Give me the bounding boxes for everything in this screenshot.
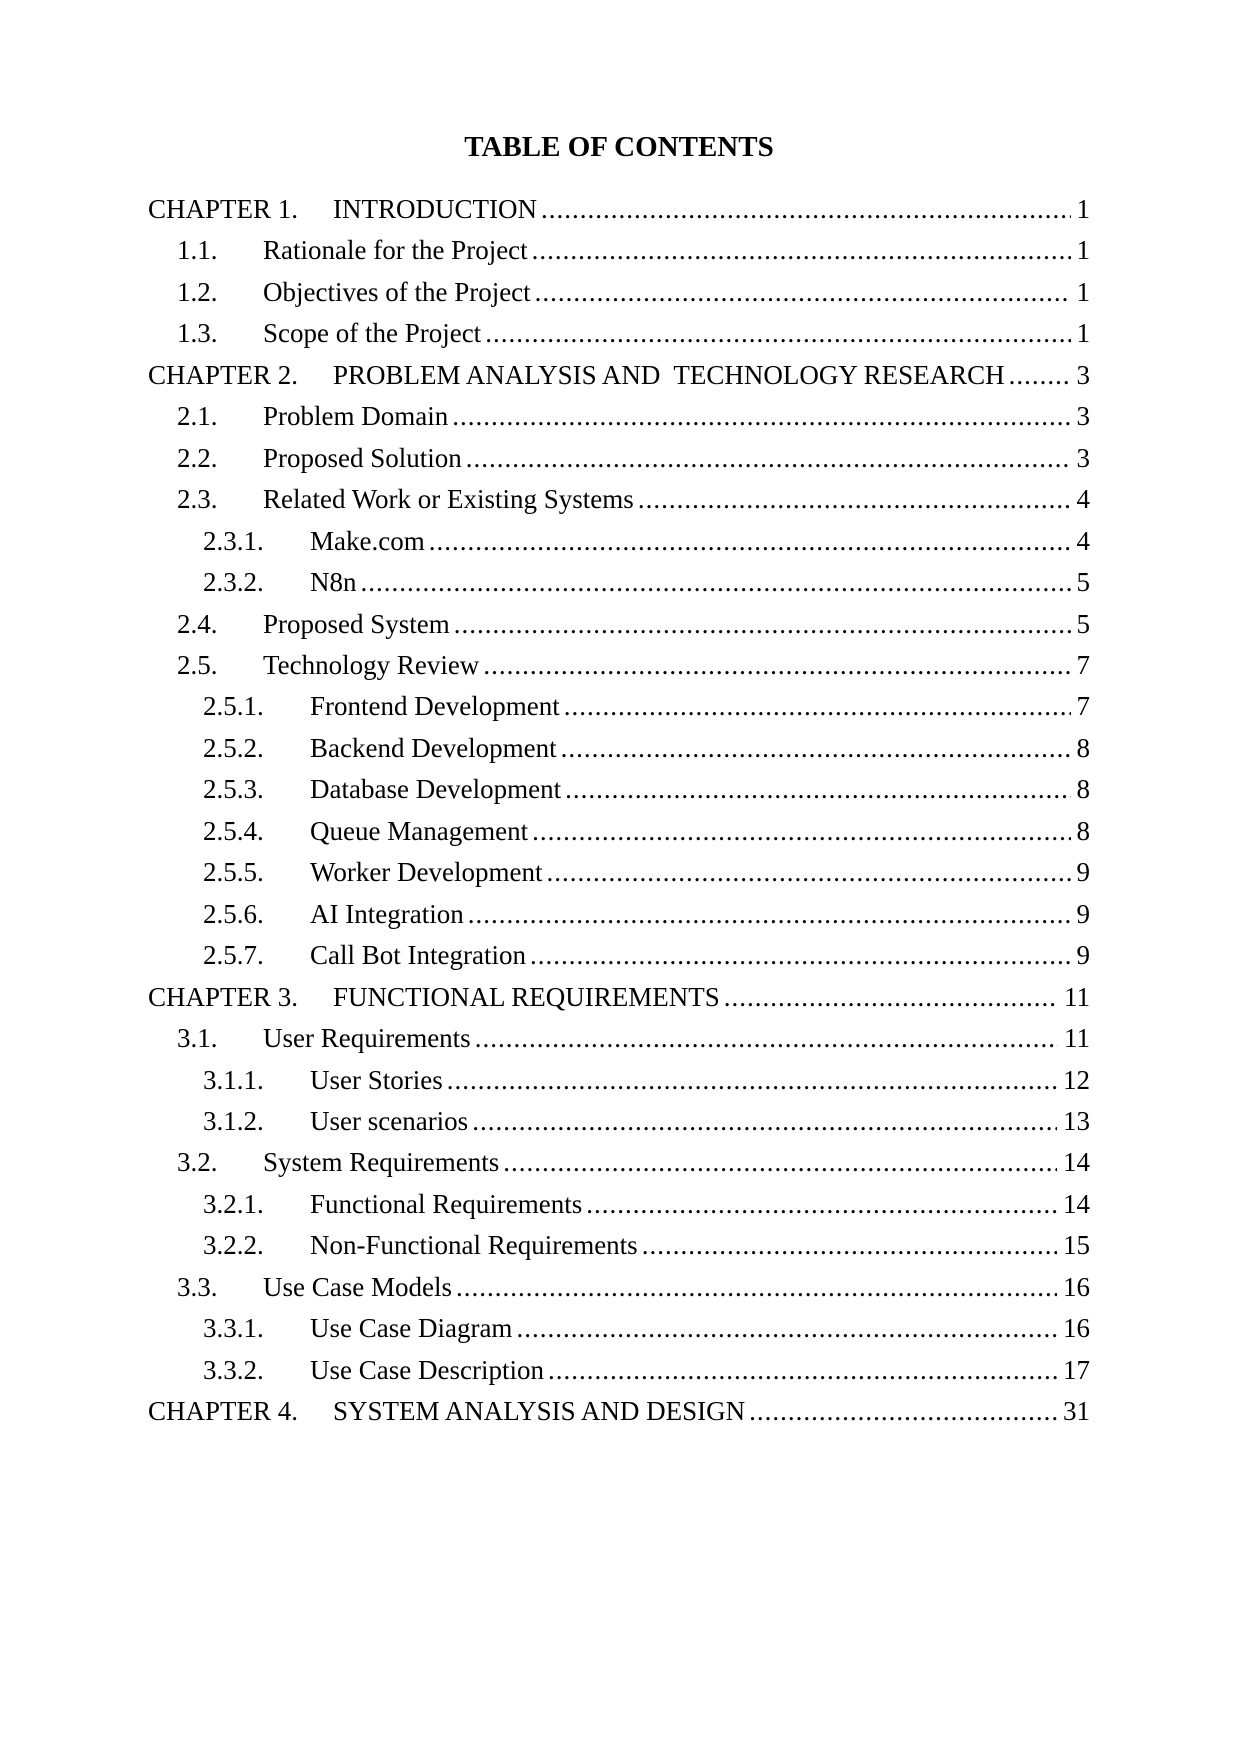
toc-entry-number: 3.1.1.	[203, 1064, 264, 1095]
toc-entry-number: CHAPTER 3.	[148, 981, 299, 1012]
page-title: TABLE OF CONTENTS	[464, 131, 774, 163]
toc-entry[interactable]	[148, 479, 1090, 520]
toc-entry[interactable]	[148, 645, 1090, 686]
toc-entry-page: 1	[1076, 194, 1090, 224]
toc-entry-number: 3.1.	[177, 1023, 218, 1054]
toc-entry-label: Non-Functional Requirements	[310, 1230, 638, 1261]
dot-leader	[532, 811, 1070, 852]
toc-entry[interactable]	[148, 355, 1090, 396]
toc-entry[interactable]	[148, 811, 1090, 852]
toc-entry-number: 3.3.1.	[203, 1313, 264, 1344]
dot-leader	[749, 1391, 1057, 1432]
toc-entry[interactable]	[148, 769, 1090, 810]
toc-entry-page: 14	[1063, 1147, 1090, 1178]
toc-entry-number: 2.3.1.	[203, 525, 264, 556]
toc-entry[interactable]	[148, 1018, 1090, 1059]
toc-entry-label: PROBLEM ANALYSIS AND TECHNOLOGY RESEARCH	[333, 359, 1005, 390]
dot-leader	[564, 686, 1071, 727]
toc-entry-page: 9	[1076, 857, 1090, 888]
toc-entry-number: 2.4.	[177, 608, 218, 639]
toc-entry-page: 11	[1064, 981, 1090, 1012]
toc-entry-label: AI Integration	[310, 898, 464, 929]
toc-entry-number: 2.5.1.	[203, 691, 264, 722]
toc-entry-number: CHAPTER 2.	[148, 359, 299, 390]
toc-entry-number: 3.2.	[177, 1147, 218, 1178]
toc-entry-page: 17	[1063, 1354, 1090, 1385]
dot-leader	[1009, 355, 1071, 396]
toc-entry-number: 2.3.	[177, 484, 218, 515]
toc-entry-number: 2.5.	[177, 649, 218, 680]
toc-entry-label: Make.com	[310, 525, 425, 556]
dot-leader	[532, 230, 1071, 271]
toc-entry-number: 1.1.	[177, 235, 218, 266]
dot-leader	[530, 935, 1071, 976]
toc-entry-label: INTRODUCTION	[333, 194, 537, 224]
toc-entry[interactable]	[148, 521, 1090, 562]
toc-entry[interactable]	[148, 894, 1090, 935]
toc-entry-number: 2.5.5.	[203, 857, 264, 888]
toc-entry-label: N8n	[310, 567, 357, 598]
toc-entry-number: 2.5.2.	[203, 732, 264, 763]
dot-leader	[638, 479, 1071, 520]
toc-entry[interactable]	[148, 852, 1090, 893]
toc-entry[interactable]	[148, 604, 1090, 645]
toc-entry-page: 4	[1076, 525, 1090, 556]
toc-entry-number: 3.3.	[177, 1271, 218, 1302]
toc-entry[interactable]	[148, 728, 1090, 769]
toc-entry-number: CHAPTER 4.	[148, 1396, 299, 1427]
toc-entry-label: Use Case Diagram	[310, 1313, 513, 1344]
toc-entry[interactable]	[148, 1225, 1090, 1266]
dot-leader	[483, 645, 1070, 686]
toc-entry[interactable]	[148, 272, 1090, 313]
toc-entry[interactable]	[148, 396, 1090, 437]
dot-leader	[724, 977, 1058, 1018]
dot-leader	[485, 313, 1070, 354]
toc-entry-label: Proposed System	[263, 608, 450, 639]
toc-entry-page: 7	[1076, 649, 1090, 680]
dot-leader	[429, 521, 1071, 562]
toc-entry-label: FUNCTIONAL REQUIREMENTS	[333, 981, 720, 1012]
toc-entry-label: Backend Development	[310, 732, 557, 763]
toc-entry-label: Related Work or Existing Systems	[263, 484, 634, 515]
dot-leader	[547, 852, 1071, 893]
toc-entry-page: 16	[1063, 1313, 1090, 1344]
toc-entry-page: 8	[1076, 732, 1090, 763]
toc-entry[interactable]	[148, 1267, 1090, 1308]
toc-entry-page: 5	[1076, 608, 1090, 639]
dot-leader	[561, 728, 1071, 769]
toc-entry-page: 3	[1076, 359, 1090, 390]
toc-entry-number: CHAPTER 1.	[148, 194, 299, 224]
toc-entry-page: 1	[1076, 318, 1090, 349]
toc-entry-number: 2.2.	[177, 442, 218, 473]
dot-leader	[642, 1225, 1057, 1266]
toc-entry-page: 5	[1076, 567, 1090, 598]
toc-entry[interactable]	[148, 230, 1090, 271]
toc-entry-page: 3	[1076, 401, 1090, 432]
table-of-contents	[148, 189, 1090, 1433]
toc-entry[interactable]	[148, 1101, 1090, 1142]
toc-entry-page: 16	[1063, 1271, 1090, 1302]
dot-leader	[516, 1308, 1057, 1349]
toc-entry-page: 7	[1076, 691, 1090, 722]
toc-entry-page: 4	[1076, 484, 1090, 515]
dot-leader	[456, 1267, 1057, 1308]
toc-entry-label: Scope of the Project	[263, 318, 482, 349]
toc-entry[interactable]	[148, 1308, 1090, 1349]
toc-entry-label: User scenarios	[310, 1105, 469, 1136]
toc-entry-label: Objectives of the Project	[263, 276, 531, 307]
toc-entry[interactable]	[148, 686, 1090, 727]
toc-entry-page: 8	[1076, 815, 1090, 846]
toc-entry-number: 3.1.2.	[203, 1105, 264, 1136]
toc-entry-page: 14	[1063, 1188, 1090, 1219]
toc-entry-number: 2.5.3.	[203, 774, 264, 805]
toc-entry-label: User Requirements	[263, 1023, 471, 1054]
toc-entry-number: 3.2.1.	[203, 1188, 264, 1219]
toc-entry-label: Use Case Description	[310, 1354, 544, 1385]
toc-entry-number: 1.2.	[177, 276, 218, 307]
toc-entry-label: Functional Requirements	[310, 1188, 583, 1219]
dot-leader	[466, 438, 1071, 479]
toc-entry-label: Use Case Models	[263, 1271, 452, 1302]
toc-entry-page: 9	[1076, 898, 1090, 929]
dot-leader	[454, 604, 1071, 645]
toc-entry[interactable]	[148, 1391, 1090, 1432]
toc-entry-label: System Requirements	[263, 1147, 500, 1178]
toc-entry-number: 3.3.2.	[203, 1354, 264, 1385]
toc-entry-label: Queue Management	[310, 815, 529, 846]
toc-entry-page: 31	[1063, 1396, 1090, 1427]
dot-leader	[452, 396, 1070, 437]
toc-entry[interactable]	[148, 1350, 1090, 1391]
toc-entry-label: SYSTEM ANALYSIS AND DESIGN	[333, 1396, 746, 1427]
toc-entry-number: 2.1.	[177, 401, 218, 432]
toc-entry-page: 15	[1063, 1230, 1090, 1261]
toc-entry-page: 1	[1076, 235, 1090, 266]
dot-leader	[475, 1018, 1058, 1059]
toc-entry-label: Call Bot Integration	[310, 940, 526, 971]
dot-leader	[548, 1350, 1057, 1391]
toc-entry-number: 3.2.2.	[203, 1230, 264, 1261]
toc-entry-label: Problem Domain	[263, 401, 449, 432]
dot-leader	[361, 562, 1071, 603]
toc-entry-page: 3	[1076, 442, 1090, 473]
toc-entry[interactable]	[148, 313, 1090, 354]
toc-entry[interactable]	[148, 189, 1090, 230]
toc-entry[interactable]	[148, 438, 1090, 479]
toc-entry-number: 2.5.7.	[203, 940, 264, 971]
toc-entry-page: 11	[1064, 1023, 1090, 1054]
dot-leader	[586, 1184, 1057, 1225]
dot-leader	[503, 1142, 1057, 1183]
toc-entry-label: Frontend Development	[310, 691, 560, 722]
toc-entry-number: 2.5.6.	[203, 898, 264, 929]
toc-entry-page: 9	[1076, 940, 1090, 971]
dot-leader	[447, 1060, 1057, 1101]
dot-leader	[565, 769, 1070, 810]
toc-entry-page: 12	[1063, 1064, 1090, 1095]
toc-entry-number: 2.5.4.	[203, 815, 264, 846]
toc-entry-label: Proposed Solution	[263, 442, 462, 473]
toc-entry-label: Technology Review	[263, 649, 480, 680]
dot-leader	[468, 894, 1071, 935]
toc-entry[interactable]	[148, 977, 1090, 1018]
toc-entry[interactable]	[148, 562, 1090, 603]
toc-entry-page: 8	[1076, 774, 1090, 805]
toc-entry[interactable]	[148, 935, 1090, 976]
toc-entry-number: 2.3.2.	[203, 567, 264, 598]
toc-entry-page: 1	[1076, 276, 1090, 307]
dot-leader	[541, 189, 1071, 230]
toc-entry[interactable]	[148, 1060, 1090, 1101]
toc-entry-number: 1.3.	[177, 318, 218, 349]
toc-entry[interactable]	[148, 1184, 1090, 1225]
toc-entry-label: Worker Development	[310, 857, 543, 888]
toc-entry-label: Rationale for the Project	[263, 235, 528, 266]
toc-entry[interactable]	[148, 1142, 1090, 1183]
toc-entry-page: 13	[1063, 1105, 1090, 1136]
dot-leader	[535, 272, 1071, 313]
toc-entry-label: User Stories	[310, 1064, 443, 1095]
toc-entry-label: Database Development	[310, 774, 562, 805]
dot-leader	[472, 1101, 1057, 1142]
